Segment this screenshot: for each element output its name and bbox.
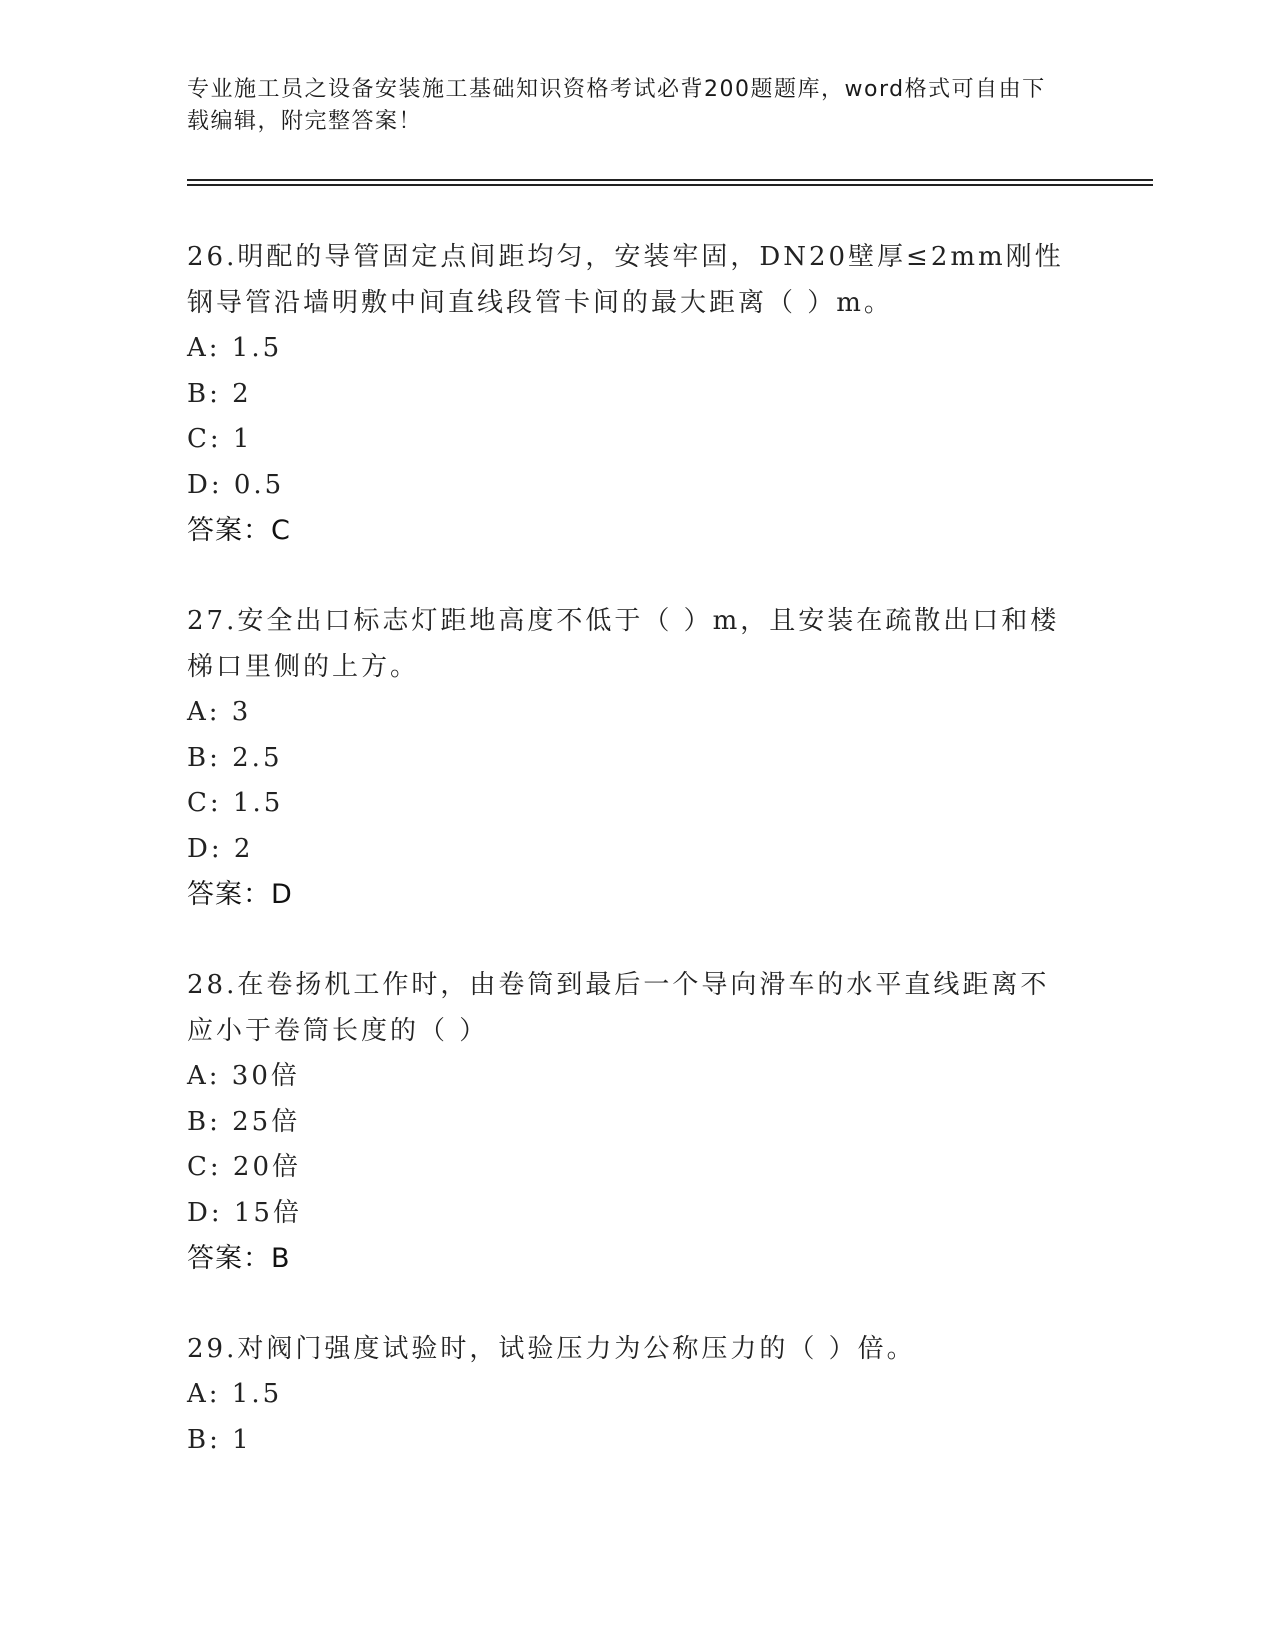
question-28 (187, 962, 1077, 1282)
option-a: A: 30倍 (187, 1061, 300, 1091)
option-c: C: 1 (187, 424, 253, 454)
question-text: 29.对阀门强度试验时，试验压力为公称压力的（ ）倍。 (187, 1334, 916, 1364)
document-title: 专业施工员之设备安装施工基础知识资格考试必背200题题库，word格式可自由下载编辑，附完整答案！ (187, 77, 1046, 134)
question-27 (187, 598, 1077, 918)
option-a: A: 1.5 (187, 333, 283, 363)
option-d: D: 2 (187, 833, 254, 864)
option-c: C: 20倍 (187, 1152, 302, 1182)
option-b: B: 2 (187, 378, 252, 409)
question-text: 26.明配的导管固定点间距均匀，安装牢固，DN20壁厚≤2mm刚性钢导管沿墙明敷中间直线段管卡间的最大距离（ ）m。 (187, 242, 1064, 318)
option-a: A: 3 (187, 697, 252, 727)
option-b: B: 2.5 (187, 742, 283, 773)
header-divider-top (187, 179, 1153, 181)
question-29 (187, 1326, 1077, 1463)
answer-label: 答案：B (187, 1243, 291, 1274)
answer-label: 答案：D (187, 879, 293, 910)
header-divider-bottom (187, 184, 1153, 186)
option-d: D: 15倍 (187, 1197, 302, 1228)
question-26 (187, 234, 1077, 554)
answer-label: 答案：C (187, 515, 291, 546)
question-text: 27.安全出口标志灯距地高度不低于（ ）m，且安装在疏散出口和楼梯口里侧的上方。 (187, 606, 1060, 682)
option-d: D: 0.5 (187, 469, 285, 500)
option-b: B: 25倍 (187, 1106, 301, 1137)
option-c: C: 1.5 (187, 788, 284, 818)
option-a: A: 1.5 (187, 1379, 283, 1409)
question-text: 28.在卷扬机工作时，由卷筒到最后一个导向滑车的水平直线距离不应小于卷筒长度的（ ） (187, 970, 1050, 1046)
option-b: B: 1 (187, 1424, 252, 1455)
